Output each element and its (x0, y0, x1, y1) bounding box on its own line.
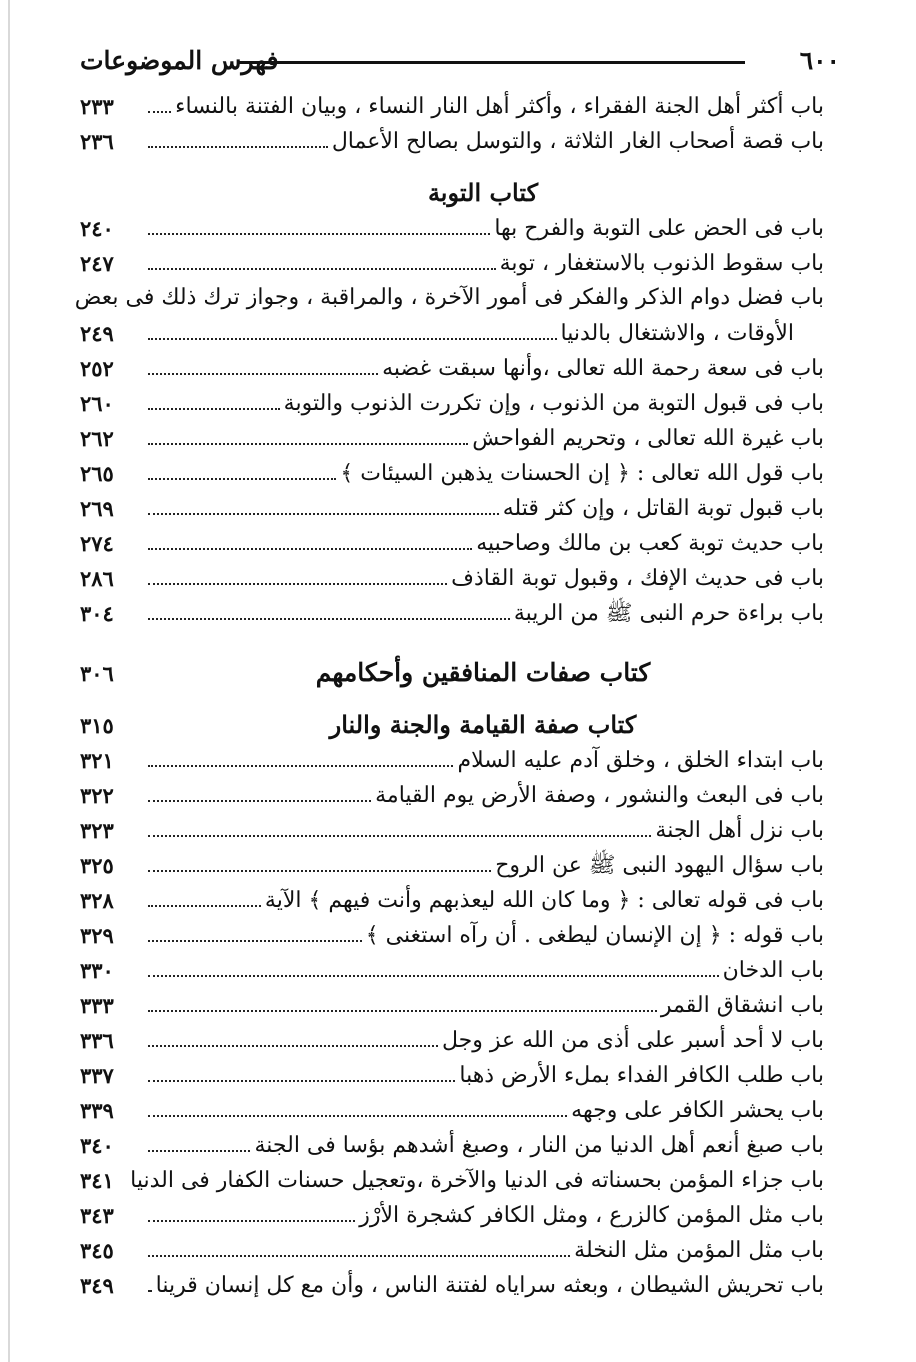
dot-leader (148, 443, 468, 445)
page-header (80, 46, 840, 76)
entry-text: باب سقوط الذنوب بالاستغفار ، توبة (499, 251, 824, 276)
dot-leader (148, 870, 491, 872)
entries-tawba-b (80, 353, 824, 633)
entry-page-number: ٣٤٩ (80, 1273, 114, 1298)
entry-page-number: ٣٠٤ (80, 601, 114, 626)
toc-entry (80, 885, 824, 920)
entry-text: باب فى قوله تعالى : ﴿ وما كان الله ليعذبهم وأنت فيهم ﴾ الآية (264, 888, 824, 913)
dot-leader (148, 1080, 455, 1082)
toc-entry (80, 423, 824, 458)
entry-line (142, 127, 824, 157)
entry-line (142, 1061, 824, 1091)
page-number: ٦٠٠ (799, 46, 840, 75)
entry-page-number: ٣٣٠ (80, 958, 114, 983)
entry-line (142, 921, 824, 951)
entry-text: باب انشقاق القمر (660, 993, 824, 1018)
dot-leader (148, 373, 378, 375)
toc-entry (80, 528, 824, 563)
entry-line (142, 424, 824, 454)
toc-entry (80, 1095, 824, 1130)
entry-text: باب حديث توبة كعب بن مالك وصاحبيه (476, 531, 824, 556)
table-of-contents (74, 91, 824, 1305)
toc-entry (80, 780, 824, 815)
entry-page-number: ٢٦٠ (80, 391, 114, 416)
entry-text: باب طلب الكافر الفداء بملء الأرض ذهبا (459, 1063, 824, 1088)
entry-text: باب فضل دوام الذكر والفكر فى أمور الآخرة ، والمراقبة ، وجواز ترك ذلك فى بعض (74, 285, 824, 310)
entry-text: باب فى سعة رحمة الله تعالى ،وأنها سبقت غضبه (382, 356, 824, 381)
dot-leader (148, 1220, 355, 1222)
entry-text: باب غيرة الله تعالى ، وتحريم الفواحش (472, 426, 824, 451)
dot-leader (148, 583, 447, 585)
entry-text: الأوقات ، والاشتغال بالدنيا (560, 321, 794, 346)
section-page-number: ٣١٥ (80, 713, 114, 738)
dot-leader (148, 146, 328, 148)
toc-entry (80, 1200, 824, 1235)
toc-entry (80, 458, 824, 493)
toc-entry (80, 388, 824, 423)
toc-entry-multiline (74, 283, 824, 353)
entry-line (142, 746, 824, 776)
entry-text: باب فى الحض على التوبة والفرح بها (494, 216, 824, 241)
entry-line (142, 1236, 824, 1266)
running-title: فهرس الموضوعات (80, 46, 279, 75)
entry-line (142, 886, 824, 916)
entry-page-number: ٣٤١ (80, 1168, 114, 1193)
page-edge-shadow (8, 0, 10, 1362)
entry-page-number: ٢٥٢ (80, 356, 114, 381)
entry-line (142, 1096, 824, 1126)
entry-line (142, 1131, 824, 1161)
dot-leader (148, 1045, 438, 1047)
entry-page-number: ٣٣٧ (80, 1063, 114, 1088)
entry-page-number: ٢٦٢ (80, 426, 114, 451)
toc-entry (80, 955, 824, 990)
entries-group-1 (80, 91, 824, 161)
entry-page-number: ٢٣٣ (80, 94, 114, 119)
section-heading-tawba (80, 161, 824, 213)
entry-line (142, 92, 824, 122)
entry-text: باب جزاء المؤمن بحسناته فى الدنيا والآخرة ،وتعجيل حسنات الكفار فى الدنيا (130, 1168, 824, 1193)
section-page-number: ٣٠٦ (80, 661, 114, 686)
entry-page-number: ٣٢٣ (80, 818, 114, 843)
toc-entry (80, 91, 824, 126)
dot-leader (148, 1010, 657, 1012)
toc-entry (80, 213, 824, 248)
dot-leader (148, 111, 171, 113)
toc-entry (80, 850, 824, 885)
entry-text: باب لا أحد أسبر على أذى من الله عز وجل (441, 1028, 824, 1053)
entry-text: باب فى حديث الإفك ، وقبول توبة القاذف (451, 566, 824, 591)
entry-page-number: ٢٣٦ (80, 129, 114, 154)
entry-line (142, 214, 824, 244)
toc-entry (80, 493, 824, 528)
entry-page-number: ٢٨٦ (80, 566, 114, 591)
entry-page-number: ٣٢٥ (80, 853, 114, 878)
entry-page-number: ٢٦٥ (80, 461, 114, 486)
entry-line (142, 851, 824, 881)
dot-leader (148, 1115, 567, 1117)
entry-text: باب فى البعث والنشور ، وصفة الأرض يوم القيامة (375, 783, 824, 808)
dot-leader (148, 548, 472, 550)
entry-line (142, 1026, 824, 1056)
entry-line (142, 249, 824, 279)
entry-text: باب مثل المؤمن كالزرع ، ومثل الكافر كشجرة الأرْز (359, 1203, 824, 1228)
entry-line (142, 991, 824, 1021)
entries-tawba-a (80, 213, 824, 283)
dot-leader (148, 268, 496, 270)
dot-leader (148, 800, 371, 802)
toc-entry (80, 1270, 824, 1305)
toc-entry (80, 745, 824, 780)
entry-page-number: ٢٤٧ (80, 251, 114, 276)
entry-text: باب قبول توبة القاتل ، وإن كثر قتله (502, 496, 824, 521)
entry-page-number: ٣٤٣ (80, 1203, 114, 1228)
toc-entry (80, 1130, 824, 1165)
entry-text: باب براءة حرم النبى ﷺ من الريبة (513, 601, 824, 626)
entry-line (142, 529, 824, 559)
entry-text: باب نزل أهل الجنة (655, 818, 824, 843)
toc-entry (80, 1060, 824, 1095)
entry-text: باب ابتداء الخلق ، وخلق آدم عليه السلام (457, 748, 824, 773)
entry-page-number: ٢٧٤ (80, 531, 114, 556)
dot-leader (148, 1290, 152, 1292)
entry-line (142, 564, 824, 594)
entry-page-number: ٣٢٨ (80, 888, 114, 913)
dot-leader (148, 618, 510, 620)
toc-entry (80, 1165, 824, 1200)
toc-entry (80, 353, 824, 388)
entry-page-number: ٣٤٥ (80, 1238, 114, 1263)
entry-line (142, 494, 824, 524)
toc-entry (80, 815, 824, 850)
dot-leader (148, 338, 557, 340)
dot-leader (148, 1150, 250, 1152)
entry-page-number: ٣٣٩ (80, 1098, 114, 1123)
entry-text: باب سؤال اليهود النبى ﷺ عن الروح (495, 853, 824, 878)
entries-qiyama (80, 745, 824, 1305)
entry-text: باب قول الله تعالى : ﴿ إن الحسنات يذهبن السيئات ﴾ (340, 461, 824, 486)
dot-leader (148, 408, 280, 410)
entry-page-number: ٢٦٩ (80, 496, 114, 521)
toc-entry (80, 126, 824, 161)
dot-leader (148, 765, 453, 767)
dot-leader (148, 835, 651, 837)
entry-text: باب فى قبول التوبة من الذنوب ، وإن تكررت الذنوب والتوبة (283, 391, 824, 416)
entry-text: باب صبغ أنعم أهل الدنيا من النار ، وصبغ أشدهم بؤسا فى الجنة (254, 1133, 824, 1158)
entry-page-number: ٣٣٣ (80, 993, 114, 1018)
entry-text: باب يحشر الكافر على وجهه (571, 1098, 824, 1123)
entry-line-2 (142, 319, 794, 349)
entry-line (142, 956, 824, 986)
entry-line (142, 781, 824, 811)
entry-text: باب مثل المؤمن مثل النخلة (574, 1238, 824, 1263)
entry-line (142, 459, 824, 489)
entry-page-number: ٣٣٦ (80, 1028, 114, 1053)
section-title: كتاب صفة القيامة والجنة والنار (329, 710, 637, 739)
section-heading-munafiqin (80, 633, 824, 693)
entry-line (130, 1166, 824, 1196)
entry-text: باب الدخان (722, 958, 824, 983)
toc-entry (80, 990, 824, 1025)
dot-leader (148, 940, 362, 942)
section-title: كتاب التوبة (427, 178, 539, 207)
entry-text: باب قوله : ﴿ إن الإنسان ليطغى . أن رآه استغنى ﴾ (365, 923, 824, 948)
entry-page-number: ٣٢٢ (80, 783, 114, 808)
entry-line-1 (74, 283, 824, 313)
dot-leader (148, 905, 261, 907)
entry-line (142, 389, 824, 419)
entry-page-number: ٣٢٩ (80, 923, 114, 948)
toc-entry (80, 598, 824, 633)
toc-entry (80, 920, 824, 955)
dot-leader (148, 233, 490, 235)
toc-entry (80, 1025, 824, 1060)
dot-leader (148, 1255, 570, 1257)
dot-leader (148, 975, 719, 977)
toc-entry (80, 1235, 824, 1270)
entry-page-number: ٢٤٠ (80, 216, 114, 241)
entry-line (142, 599, 824, 629)
entry-line (142, 1201, 824, 1231)
entry-page-number: ٢٤٩ (80, 321, 114, 346)
section-heading-qiyama (80, 693, 824, 745)
dot-leader (148, 478, 336, 480)
dot-leader (148, 513, 499, 515)
entry-page-number: ٣٢١ (80, 748, 114, 773)
toc-entry (80, 563, 824, 598)
header-rule (238, 61, 745, 64)
entry-text: باب قصة أصحاب الغار الثلاثة ، والتوسل بصالح الأعمال (331, 129, 824, 154)
entry-line (142, 816, 824, 846)
entry-line (142, 354, 824, 384)
entry-line (142, 1271, 824, 1301)
entry-text: باب تحريش الشيطان ، وبعثه سراياه لفتنة الناس ، وأن مع كل إنسان قرينا (155, 1273, 824, 1298)
entry-text: باب أكثر أهل الجنة الفقراء ، وأكثر أهل النار النساء ، وبيان الفتنة بالنساء (175, 94, 824, 119)
entry-page-number: ٣٤٠ (80, 1133, 114, 1158)
toc-entry (80, 248, 824, 283)
section-title: كتاب صفات المنافقين وأحكامهم (315, 658, 651, 687)
